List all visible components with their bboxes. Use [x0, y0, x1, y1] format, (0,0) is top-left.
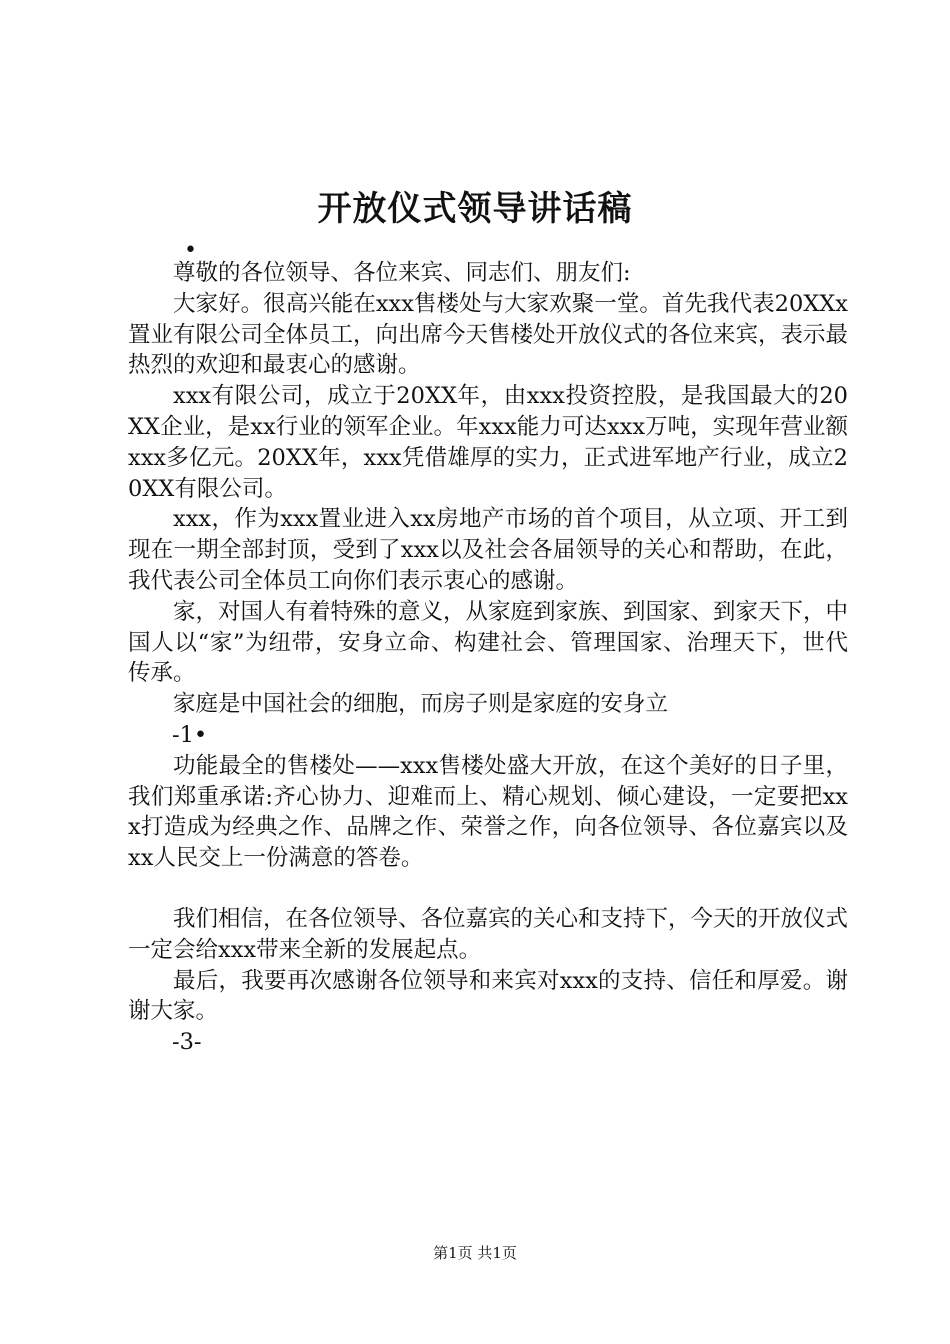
- page-marker-3: -3-: [172, 1029, 202, 1056]
- paragraph-4: 家，对国人有着特殊的意义，从家庭到家族、到国家、到家天下，中国人以“家”为纽带，安身立命、构建社会、管理国家、治理天下，世代传承。: [128, 598, 849, 687]
- paragraph-5: 家庭是中国社会的细胞，而房子则是家庭的安身立: [173, 691, 669, 718]
- document-body: [128, 258, 848, 1058]
- greeting-paragraph: 尊敬的各位领导、各位来宾、同志们、朋友们:: [173, 260, 631, 286]
- document-title: 开放仪式领导讲话稿: [317, 189, 633, 229]
- page-footer: 第1页 共1页: [433, 1244, 517, 1262]
- paragraph-8: 最后，我要再次感谢各位领导和来宾对xxx的支持、信任和厚爱。谢谢大家。: [128, 967, 848, 1025]
- paragraph-2: xxx有限公司，成立于20XX年，由xxx投资控股，是我国最大的20XX企业，是xx行业的领军企业。年xxx能力可达xxx万吨，实现年营业额xxx多亿元。20XX年，xxx凭借雄厚的实力，正式进军地产行业，成立20XX有限公司。: [128, 383, 848, 502]
- page-marker-1: -1•: [172, 721, 208, 748]
- bullet-marker: •: [184, 238, 197, 263]
- paragraph-1: 大家好。很高兴能在xxx售楼处与大家欢聚一堂。首先我代表20XXx置业有限公司全体员工，向出席今天售楼处开放仪式的各位来宾，表示最热烈的欢迎和最衷心的感谢。: [128, 290, 849, 379]
- paragraph-6: 功能最全的售楼处——xxx售楼处盛大开放，在这个美好的日子里，我们郑重承诺:齐心协力、迎难而上、精心规划、倾心建设，一定要把xxx打造成为经典之作、品牌之作、荣誉之作，向各位领导、各位嘉宾以及xx人民交上一份满意的答卷。: [128, 752, 848, 872]
- paragraph-3: xxx，作为xxx置业进入xx房地产市场的首个项目，从立项、开工到现在一期全部封顶，受到了xxx以及社会各届领导的关心和帮助，在此，我代表公司全体员工向你们表示衷心的感谢。: [128, 506, 848, 594]
- paragraph-7: 我们相信，在各位领导、各位嘉宾的关心和支持下，今天的开放仪式一定会给xxx带来全新的发展起点。: [128, 905, 849, 963]
